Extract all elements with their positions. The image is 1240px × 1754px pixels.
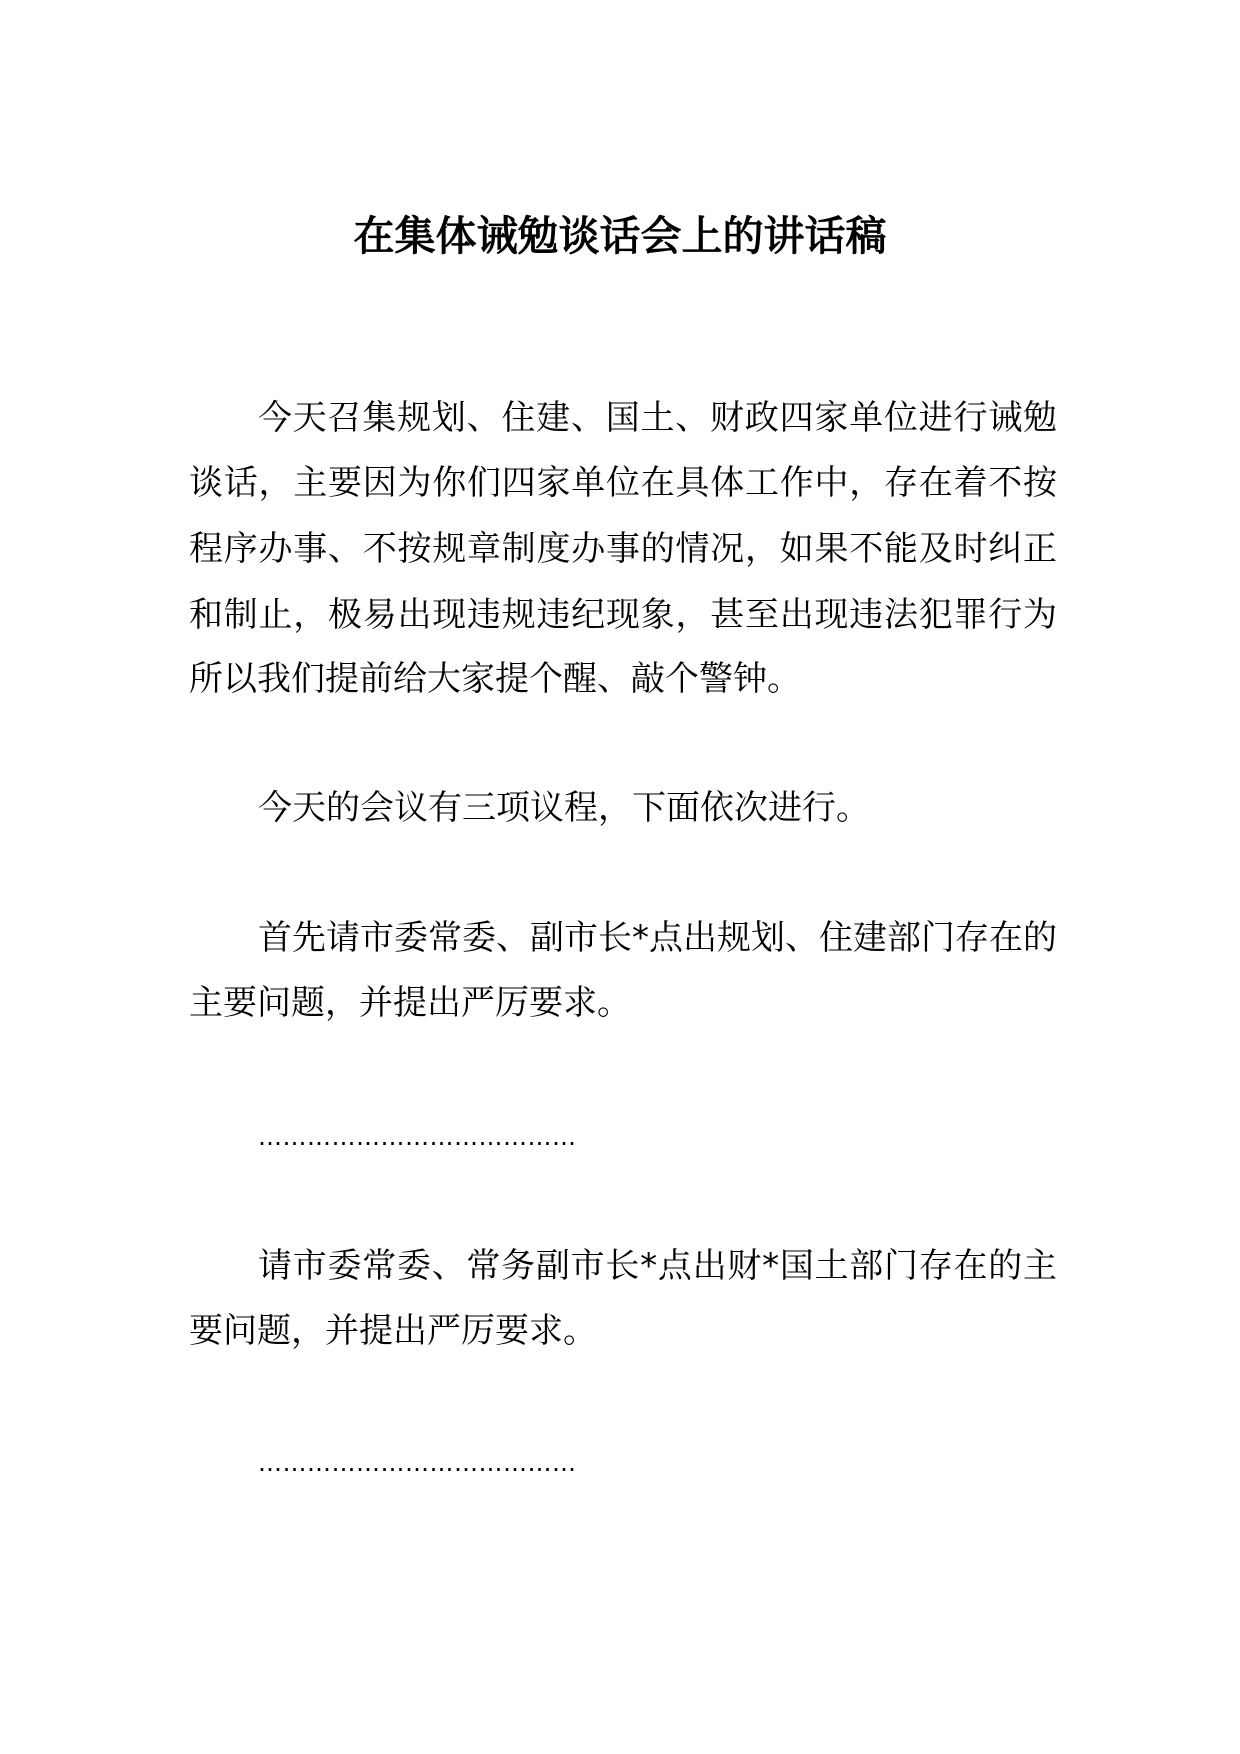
text-line: 请市委常委、常务副市长*点出财*国土部门存在的主 (258, 1246, 1057, 1286)
text-line: 首先请市委常委、副市长*点出规划、住建部门存在的 (258, 918, 1057, 958)
text-line: 谈话，主要因为你们四家单位在具体工作中，存在着不按 (189, 463, 1057, 503)
text-line: 主要问题，并提出严厉要求。 (189, 983, 631, 1023)
text-line: 今天的会议有三项议程，下面依次进行。 (258, 788, 870, 828)
text-line: 今天召集规划、住建、国土、财政四家单位进行诫勉 (258, 398, 1057, 438)
ellipsis-placeholder: ………………………………… (258, 1449, 577, 1477)
document-title: 在集体诫勉谈话会上的讲话稿 (353, 212, 887, 260)
text-line: 和制止，极易出现违规违纪现象，甚至出现违法犯罪行为 (189, 595, 1057, 635)
text-line: 所以我们提前给大家提个醒、敲个警钟。 (189, 659, 801, 699)
text-line: 要问题，并提出严厉要求。 (189, 1311, 597, 1351)
text-line: 程序办事、不按规章制度办事的情况，如果不能及时纠正 (189, 529, 1057, 569)
ellipsis-placeholder: ………………………………… (258, 1123, 577, 1151)
